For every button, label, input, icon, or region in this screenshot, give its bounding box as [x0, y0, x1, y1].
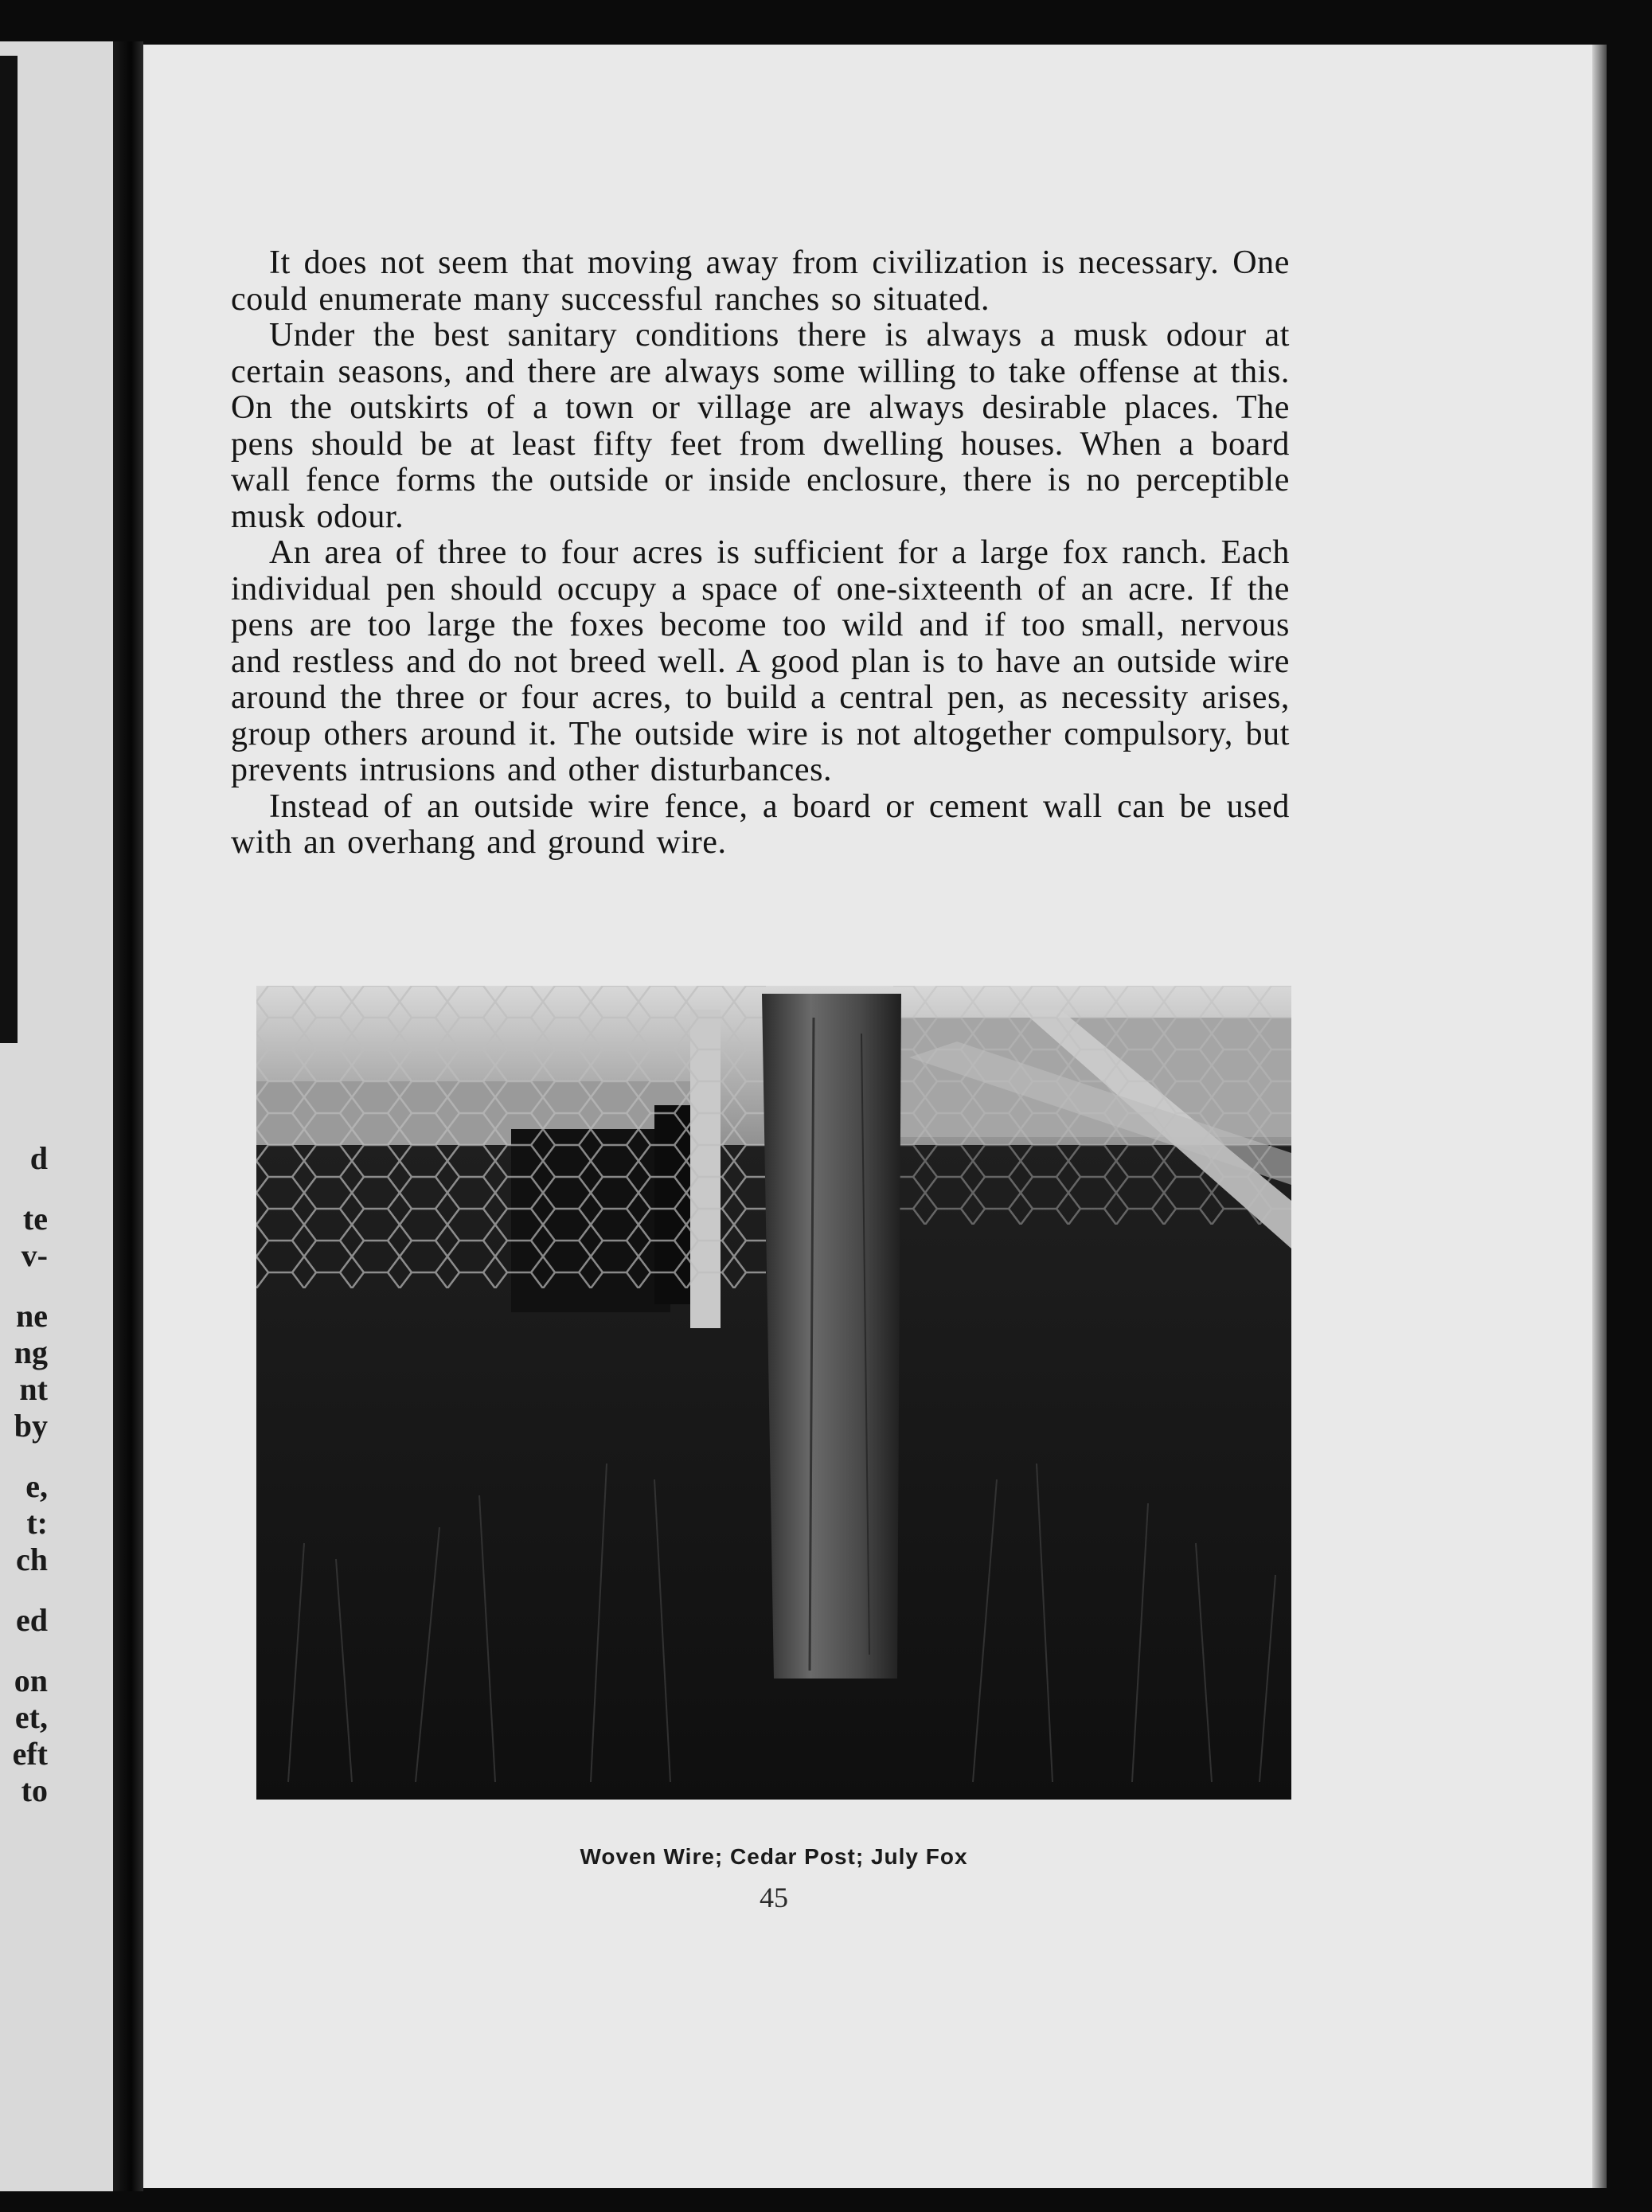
- fragment-line: t:: [26, 1505, 48, 1541]
- paragraph: It does not seem that moving away from civilization is necessary. One could enumerate many successful ranches so situated.: [231, 244, 1290, 318]
- fragment-line: et,: [14, 1699, 48, 1735]
- paragraph: Instead of an outside wire fence, a board or cement wall can be used with an overhang and ground wire.: [231, 787, 1290, 861]
- figure-caption: Woven Wire; Cedar Post; July Fox: [580, 1844, 968, 1869]
- fence-photograph: [256, 986, 1291, 1800]
- page-body-text: [231, 245, 1290, 862]
- fragment-line: d: [29, 1140, 48, 1176]
- previous-page-shadow: [0, 56, 18, 1043]
- paragraph: An area of three to four acres is sufficient for a large fox ranch. Each individual pen should occupy a space of one-sixteenth of an acre. If the pens are too large the foxes become too wild and if too small, nervous and restless and do not breed well. A good plan is to have an outside wire around the three or four acres, to build a central pen, as necessity arises, group others around it. The outside wire is not altogether compulsory, but prevents intrusions and other disturbances.: [231, 534, 1290, 788]
- fragment-line: nt: [19, 1371, 48, 1407]
- fragment-line: te: [22, 1201, 48, 1237]
- page-right-edge: [1592, 45, 1607, 2188]
- fragment-line: v-: [21, 1237, 48, 1273]
- fragment-line: ed: [16, 1602, 48, 1638]
- fragment-line: [0, 1578, 48, 1602]
- previous-page-text-fragments: [0, 1140, 48, 1809]
- fragment-line: ch: [16, 1542, 48, 1577]
- fence-photo-image: [256, 986, 1291, 1800]
- paragraph: Under the best sanitary conditions there is always a musk odour at certain seasons, and there are always some willing to take offense at this. On the outskirts of a town or village are always desirable places. The pens should be at least fifty feet from dwelling houses. When a board wall fence forms the outside or inside enclosure, there is no perceptible musk odour.: [231, 317, 1290, 535]
- fragment-line: to: [21, 1772, 48, 1808]
- fragment-line: [0, 1639, 48, 1663]
- fragment-line: on: [14, 1663, 48, 1698]
- fragment-line: [0, 1444, 48, 1468]
- fragment-line: ne: [16, 1298, 48, 1334]
- fragment-line: ng: [14, 1335, 48, 1370]
- page-number: 45: [760, 1882, 788, 1913]
- fragment-line: e,: [25, 1468, 48, 1504]
- fragment-line: [0, 1274, 48, 1298]
- fragment-line: by: [14, 1408, 48, 1444]
- fragment-line: eft: [12, 1736, 48, 1772]
- fragment-line: [0, 1177, 48, 1201]
- book-binding-gutter: [113, 41, 143, 2191]
